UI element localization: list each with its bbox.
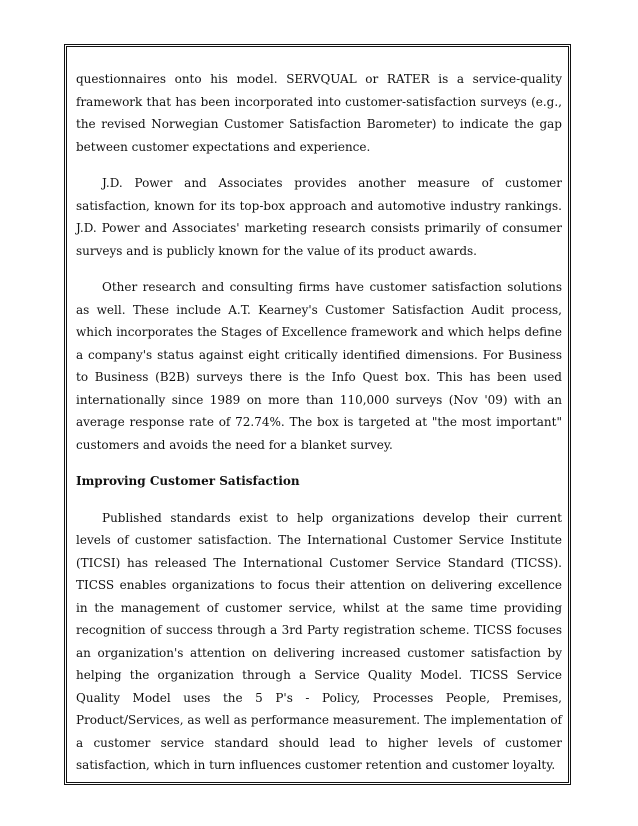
document-body — [76, 68, 562, 791]
paragraph-jd-power: J.D. Power and Associates provides another measure of customer satisfaction, known for its top-box approach and automotive industry rankings. J.D. Power and Associates' marketing research consists primarily of consumer surveys and is publicly known for the value of its product awards. — [76, 176, 562, 258]
paragraph-research-firms: Other research and consulting firms have customer satisfaction solutions as well. These include A.T. Kearney's Customer Satisfaction Audit process, which incorporates the Stages of Excellence framework and which helps define a company's status against eight critically identified dimensions. For Business to Business (B2B) surveys there is the Info Quest box. This has been used internationally since 1989 on more than 110,000 surveys (Nov '09) with an average response rate of 72.74%. The box is targeted at "the most important" customers and avoids the need for a blanket survey. — [76, 280, 562, 452]
paragraph-standards: Published standards exist to help organizations develop their current levels of customer satisfaction. The International Customer Service Institute (TICSI) has released The International Customer Service Standard (TICSS). TICSS enables organizations to focus their attention on delivering excellence in the management of customer service, whilst at the same time providing recognition of success through a 3rd Party registration scheme. TICSS focuses an organization's attention on delivering increased customer satisfaction by helping the organization through a Service Quality Model. TICSS Service Quality Model uses the 5 P's - Policy, Processes People, Premises, Product/Services, as well as performance measurement. The implementation of a customer service standard should lead to higher levels of customer satisfaction, which in turn influences customer retention and customer loyalty. — [76, 510, 562, 772]
section-heading: Improving Customer Satisfaction — [76, 474, 300, 488]
paragraph-servqual: questionnaires onto his model. SERVQUAL or RATER is a service-quality framework that has been incorporated into customer-satisfaction surveys (e.g., the revised Norwegian Customer Satisfaction Barometer) to indicate the gap between customer expectations and experience. — [76, 72, 562, 154]
